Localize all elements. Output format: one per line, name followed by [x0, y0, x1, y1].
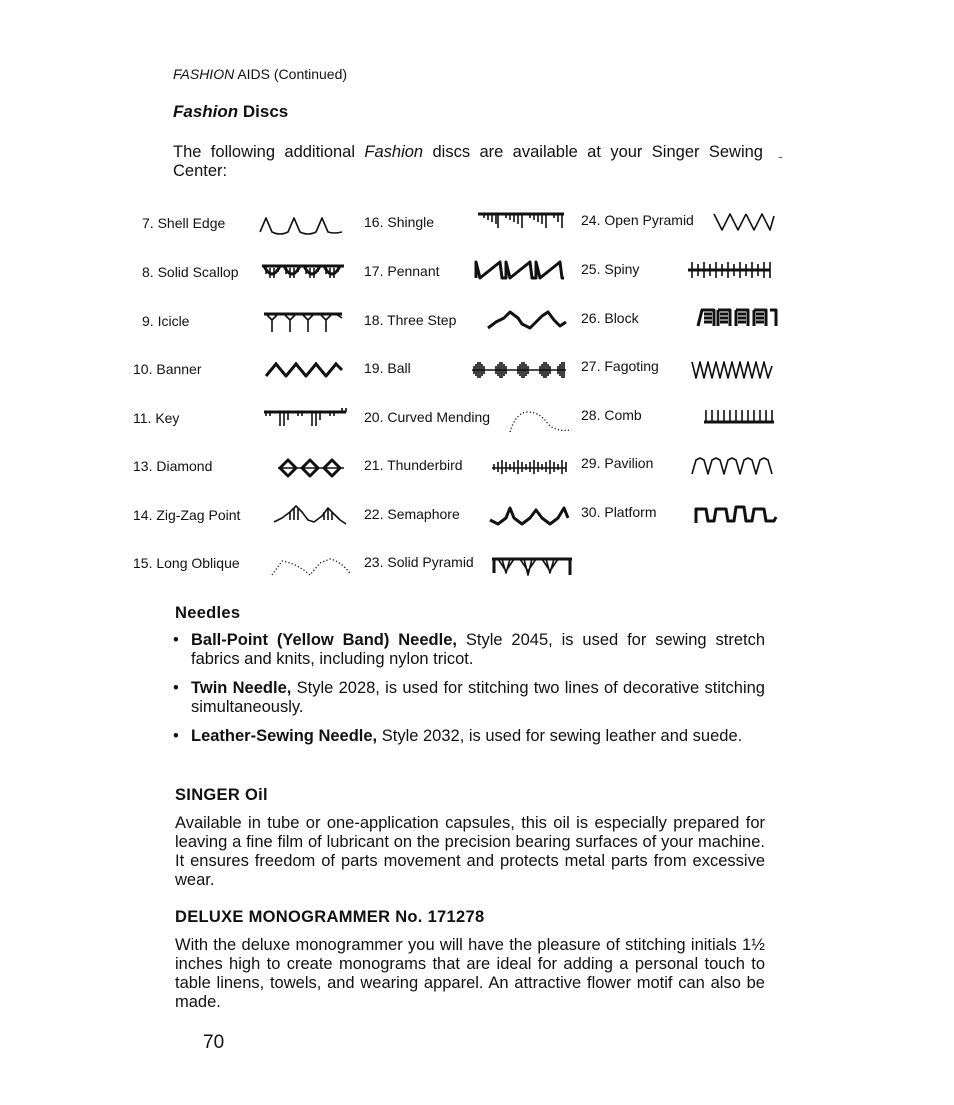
monogrammer-title: DELUXE MONOGRAMMER No. 171278	[175, 908, 485, 926]
diamond-stitch-icon	[276, 456, 346, 480]
monogrammer-text-1: With the deluxe monogrammer you will have the pleasure of stitching initials 1	[175, 936, 752, 954]
zig-zag-point-stitch-icon	[272, 502, 348, 528]
disc-label: 8. Solid Scallop	[142, 264, 239, 280]
shingle-stitch-icon	[476, 210, 566, 232]
header-rest: AIDS (Continued)	[234, 66, 348, 82]
disc-label: 30. Platform	[581, 504, 657, 520]
pennant-stitch-icon	[474, 258, 566, 282]
needle-name: Ball-Point (Yellow Band) Needle,	[191, 631, 457, 649]
disc-label: 16. Shingle	[364, 214, 435, 230]
needle-name: Leather-Sewing Needle,	[191, 727, 378, 745]
disc-label: 19. Ball	[364, 360, 411, 376]
disc-label: 18. Three Step	[364, 312, 457, 328]
needle-desc: Style 2032, is used for sewing leather and suede.	[377, 727, 743, 745]
disc-label: 28. Comb	[581, 407, 642, 423]
disc-label: 20. Curved Mending	[364, 409, 491, 425]
disc-label: 13. Diamond	[133, 458, 213, 474]
semaphore-stitch-icon	[488, 504, 570, 528]
fashion-discs-intro	[173, 143, 763, 181]
monogrammer-paragraph	[175, 936, 765, 1012]
needles-title: Needles	[175, 604, 241, 622]
needle-item	[173, 679, 765, 716]
header-italic: FASHION	[173, 66, 235, 82]
fashion-discs-title	[173, 102, 288, 122]
needle-desc: Style 2028, is used for stitching two lines of decorative stitching simultaneously.	[191, 679, 765, 716]
monogrammer-fraction: ½	[751, 936, 765, 954]
oil-paragraph: Available in tube or one-application capsules, this oil is especially prepared for leaving a fine film of lubricant on the precision bearing surfaces of your machine. It ensures freedom of parts movement and protects metal parts from excessive wear.	[175, 814, 765, 889]
curved-mending-stitch-icon	[508, 408, 572, 436]
margin-dash: -	[778, 148, 783, 164]
ball-stitch-icon	[470, 358, 568, 380]
bullet-icon: •	[173, 631, 179, 649]
oil-title: SINGER Oil	[175, 786, 268, 804]
thunderbird-stitch-icon	[490, 456, 568, 478]
disc-label: 21. Thunderbird	[364, 457, 463, 473]
disc-label: 29. Pavilion	[581, 455, 654, 471]
disc-label: 9. Icicle	[142, 313, 190, 329]
solid-pyramid-stitch-icon	[490, 555, 574, 579]
three-step-stitch-icon	[486, 308, 568, 332]
disc-label: 23. Solid Pyramid	[364, 554, 474, 570]
open-pyramid-stitch-icon	[712, 210, 776, 232]
section-header	[173, 66, 347, 82]
intro-italic: Fashion	[364, 143, 424, 161]
pavilion-stitch-icon	[690, 454, 776, 478]
needle-item	[173, 727, 765, 746]
needle-name: Twin Needle,	[191, 679, 292, 697]
bullet-icon: •	[173, 727, 179, 745]
disc-label: 24. Open Pyramid	[581, 212, 694, 228]
monogrammer-text-2: inches high to create monograms that are ideal for adding a personal touch to table linens, towels, and wearing apparel. An attractive flower motif can also be made.	[175, 955, 765, 1011]
disc-label: 27. Fagoting	[581, 358, 659, 374]
needle-item	[173, 631, 765, 668]
disc-label: 15. Long Oblique	[133, 555, 240, 571]
bullet-icon: •	[173, 679, 179, 697]
needle-desc: Style 2045, is used for sewing stretch fabrics and knits, including nylon tricot.	[191, 631, 766, 668]
disc-label: 10. Banner	[133, 361, 202, 377]
disc-label: 7. Shell Edge	[142, 215, 226, 231]
long-oblique-stitch-icon	[270, 555, 352, 579]
intro-part-1: The following additional	[173, 143, 365, 161]
fagoting-stitch-icon	[690, 358, 774, 380]
disc-label: 26. Block	[581, 310, 639, 326]
disc-label: 22. Semaphore	[364, 506, 460, 522]
disc-label: 25. Spiny	[581, 261, 640, 277]
key-stitch-icon	[262, 406, 348, 430]
page-number: 70	[203, 1032, 225, 1053]
solid-scallop-stitch-icon	[260, 262, 346, 284]
disc-label: 17. Pennant	[364, 263, 440, 279]
disc-label: 14. Zig-Zag Point	[133, 507, 241, 523]
fashion-discs-title-italic: Fashion	[173, 102, 239, 121]
icicle-stitch-icon	[262, 310, 344, 334]
block-stitch-icon	[696, 306, 778, 330]
comb-stitch-icon	[702, 404, 776, 426]
spiny-stitch-icon	[686, 258, 772, 282]
banner-stitch-icon	[264, 360, 346, 382]
fashion-discs-title-rest: Discs	[238, 102, 289, 121]
platform-stitch-icon	[694, 503, 778, 529]
disc-label: 11. Key	[133, 410, 180, 426]
intro-part-2: discs are available at your Singer Sewing Center:	[173, 143, 763, 180]
shell-edge-stitch-icon	[258, 214, 346, 238]
